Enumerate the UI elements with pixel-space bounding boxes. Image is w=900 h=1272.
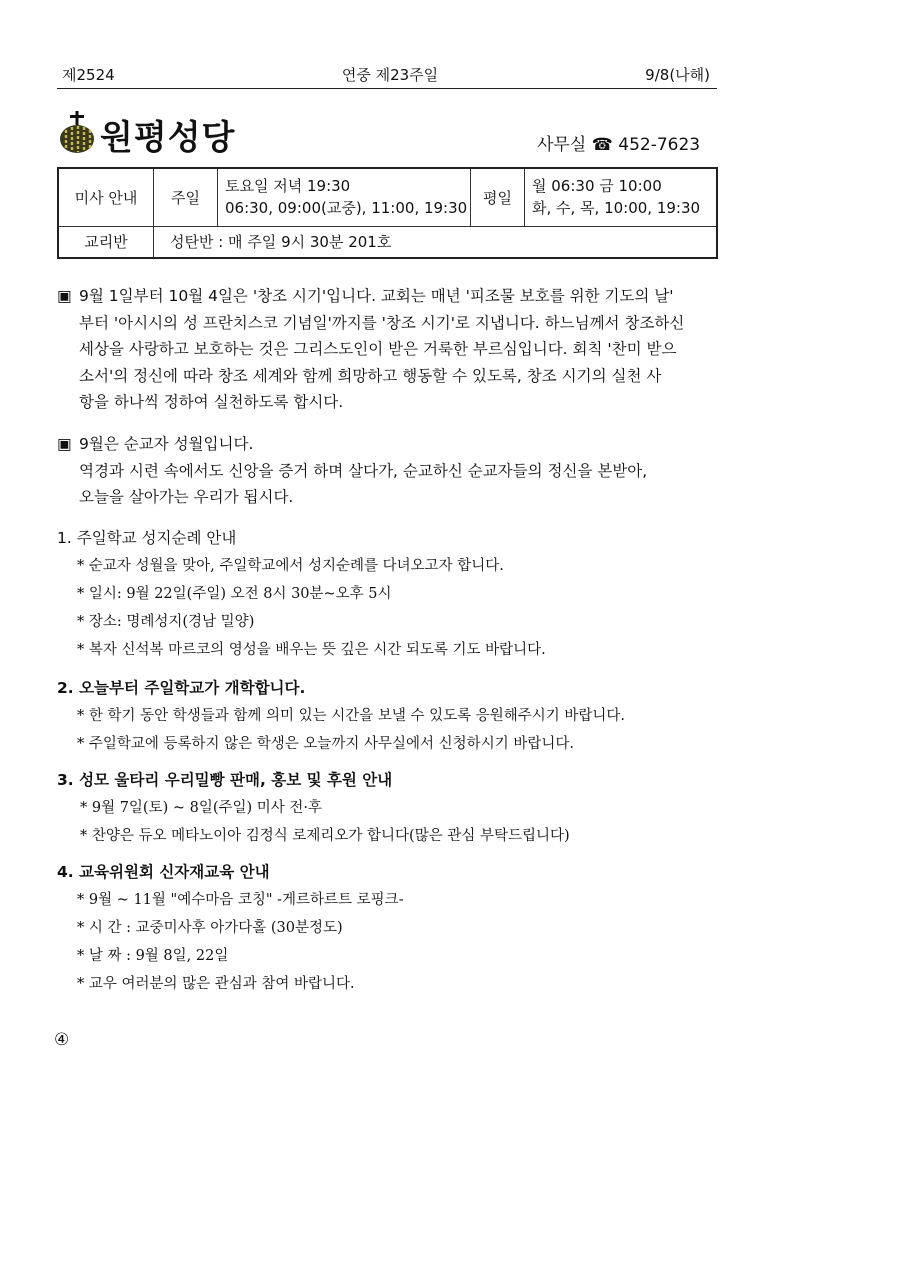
section-item: * 9월 7일(토) ~ 8일(주일) 미사 전·후 — [80, 800, 323, 816]
issue-number: 제2524 — [62, 66, 115, 84]
mass-label: 미사 안내 — [58, 168, 154, 226]
phone-icon: ☎ — [591, 135, 613, 155]
section-item: * 9월 ~ 11월 "예수마음 코칭" -게르하르트 로핑크- — [77, 892, 404, 908]
notice-line: 오늘을 살아가는 우리가 됩시다. — [79, 488, 294, 506]
header-rule — [57, 88, 717, 89]
section-item: * 주일학교에 등록하지 않은 학생은 오늘까지 사무실에서 신청하시기 바랍니다. — [77, 736, 574, 752]
notice-line: 세상을 사랑하고 보호하는 것은 그리스도인이 받은 거룩한 부르심입니다. 회칙 '찬미 받으 — [79, 340, 677, 358]
notice-martyrs-month — [57, 431, 727, 511]
section-item: * 순교자 성월을 맞아, 주일학교에서 성지순례를 다녀오고자 합니다. — [77, 558, 504, 574]
section-item: * 교우 여러분의 많은 관심과 참여 바랍니다. — [77, 976, 355, 992]
notice-line: 부터 '아시시의 성 프란치스코 기념일'까지를 '창조 시기'로 지냅니다. 하느님께서 창조하신 — [79, 313, 685, 332]
notice-creation-season — [57, 283, 727, 416]
section-title: 3. 성모 울타리 우리밀빵 판매, 홍보 및 후원 안내 — [57, 771, 393, 789]
weekday-times — [525, 168, 718, 226]
section-title: 1. 주일학교 성지순례 안내 — [57, 529, 237, 547]
notice-line: 9월 1일부터 10월 4일은 '창조 시기'입니다. 교회는 매년 '피조물 보호를 위한 기도의 날' — [79, 287, 674, 305]
catechism-label: 교리반 — [58, 226, 154, 258]
weekday-times-line1: 월 06:30 금 10:00 — [532, 177, 662, 196]
section-item: * 장소: 명례성지(경남 밀양) — [77, 614, 255, 630]
section-item: * 한 학기 동안 학생들과 함께 의미 있는 시간을 보낼 수 있도록 응원해주시기 바랍니다. — [77, 708, 626, 724]
notice-line: 소서'의 정신에 따라 창조 세계와 함께 희망하고 행동할 수 있도록, 창조 시기의 실천 사 — [79, 366, 662, 385]
parish-name: 원평성당 — [100, 118, 236, 158]
page-number: ④ — [54, 1030, 70, 1050]
notice-line: 9월은 순교자 성월입니다. — [79, 435, 254, 453]
catechism-text: 성탄반 : 매 주일 9시 30분 201호 — [154, 226, 718, 258]
section-title: 2. 오늘부터 주일학교가 개학합니다. — [57, 679, 306, 697]
liturgical-week: 연중 제23주일 — [341, 66, 439, 84]
section-item: * 날 짜 : 9월 8일, 22일 — [77, 948, 229, 964]
notice-line: 역경과 시련 속에서도 신앙을 증거 하며 살다가, 순교하신 순교자들의 정신을 본받아, — [79, 461, 648, 480]
section-item: * 찬양은 듀오 메타노이아 김정식 로제리오가 합니다(많은 관심 부탁드립니다) — [80, 828, 570, 844]
church-logo-icon — [58, 110, 96, 154]
notice-marker: ▣ — [57, 287, 72, 305]
section-item: * 일시: 9월 22일(주일) 오전 8시 30분~오후 5시 — [77, 586, 392, 602]
sunday-times-line1: 토요일 저녁 19:30 — [225, 177, 351, 196]
office-phone: 452-7623 — [618, 135, 701, 155]
sunday-times-line2: 06:30, 09:00(교중), 11:00, 19:30 — [225, 199, 468, 218]
weekday-label: 평일 — [471, 168, 525, 226]
bulletin-date: 9/8(나해) — [645, 66, 710, 84]
office-contact — [537, 130, 700, 155]
sunday-label: 주일 — [154, 168, 218, 226]
notice-line: 항을 하나씩 정하여 실천하도록 합시다. — [79, 393, 344, 411]
notice-marker: ▣ — [57, 435, 72, 453]
section-item: * 복자 신석복 마르코의 영성을 배우는 뜻 깊은 시간 되도록 기도 바랍니다. — [77, 642, 546, 658]
weekday-times-line2: 화, 수, 목, 10:00, 19:30 — [532, 199, 701, 218]
section-item: * 시 간 : 교중미사후 아가다홀 (30분정도) — [77, 920, 343, 936]
sunday-times — [218, 168, 471, 226]
office-label: 사무실 — [537, 135, 587, 155]
mass-schedule-table — [57, 167, 718, 259]
section-title: 4. 교육위원회 신자재교육 안내 — [57, 863, 270, 881]
